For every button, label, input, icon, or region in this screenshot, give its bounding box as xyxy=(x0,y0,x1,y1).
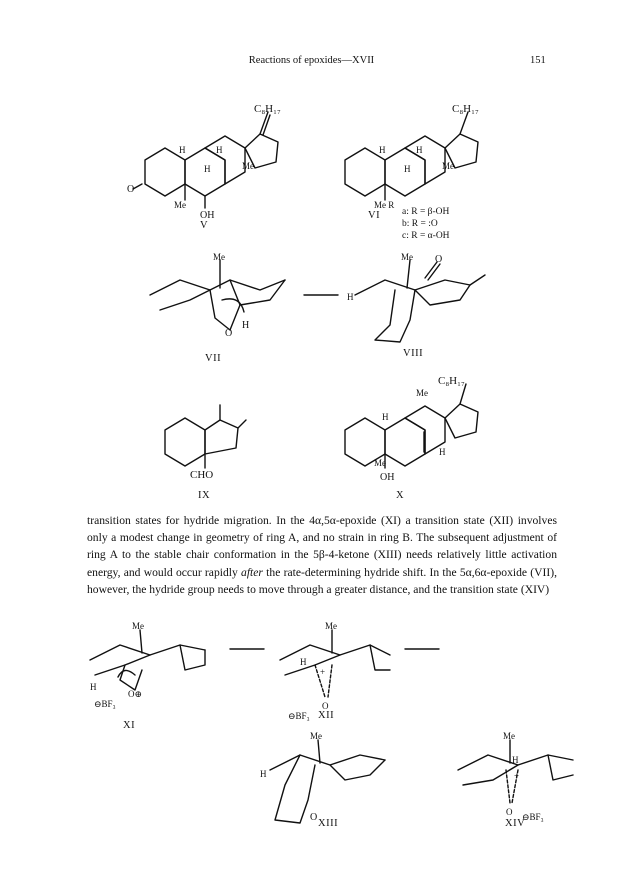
variant-b: b: R = :O xyxy=(402,219,438,229)
svg-text:O: O xyxy=(435,254,443,265)
svg-text:H: H xyxy=(260,769,267,779)
label-x: X xyxy=(396,490,405,501)
svg-text:C₈H₁₇: C₈H₁₇ xyxy=(438,375,465,387)
svg-text:Me: Me xyxy=(310,731,322,741)
label-v: V xyxy=(200,220,209,231)
svg-text:Me: Me xyxy=(174,200,186,210)
svg-text:⊖BF₃: ⊖BF₃ xyxy=(522,812,544,822)
svg-text:Me: Me xyxy=(442,161,454,171)
svg-text:O: O xyxy=(127,184,135,195)
arrow-xi-xii xyxy=(228,644,268,654)
arrow-vii-viii xyxy=(302,290,342,300)
svg-text:H: H xyxy=(379,145,386,155)
svg-text:H: H xyxy=(242,320,250,331)
svg-text:OH: OH xyxy=(200,210,215,221)
svg-text:+: + xyxy=(320,667,326,677)
svg-text:H: H xyxy=(300,657,307,667)
label-viii: VIII xyxy=(403,348,424,359)
structure-xiv xyxy=(448,725,588,830)
svg-text:O: O xyxy=(322,701,329,711)
svg-text:Me: Me xyxy=(132,621,144,631)
svg-text:Me: Me xyxy=(325,621,337,631)
svg-text:H: H xyxy=(404,164,411,174)
structure-x xyxy=(330,370,510,485)
running-title: Reactions of epoxides—XVII xyxy=(248,55,375,66)
arrow-xii-xiii xyxy=(403,644,443,654)
svg-text:Me: Me xyxy=(213,252,225,262)
svg-text:OH: OH xyxy=(380,472,395,483)
variant-a: a: R = β-OH xyxy=(402,207,450,217)
svg-text:C₈H₁₇: C₈H₁₇ xyxy=(452,103,479,115)
structure-viii xyxy=(345,250,495,350)
label-ix: IX xyxy=(198,490,211,501)
svg-text:⊖BF₃: ⊖BF₃ xyxy=(288,711,310,721)
svg-text:H: H xyxy=(204,164,211,174)
structure-vi xyxy=(330,90,510,220)
svg-text:+: + xyxy=(514,771,520,781)
page-number: 151 xyxy=(530,55,546,66)
svg-text:Me: Me xyxy=(503,731,515,741)
label-xi: XI xyxy=(123,720,136,731)
structure-xii xyxy=(270,615,400,725)
svg-text:CHO: CHO xyxy=(190,469,214,481)
structure-xi xyxy=(80,615,220,720)
svg-text:H: H xyxy=(347,292,354,302)
svg-text:Me: Me xyxy=(401,252,413,262)
structure-ix xyxy=(150,400,270,480)
svg-text:Me: Me xyxy=(374,458,386,468)
svg-text:O⊕: O⊕ xyxy=(128,689,143,699)
label-xiv: XIV xyxy=(505,818,526,829)
label-xiii: XIII xyxy=(318,818,339,829)
label-xii: XII xyxy=(318,710,335,721)
variant-c: c: R = α-OH xyxy=(402,231,450,241)
svg-text:H: H xyxy=(216,145,223,155)
structure-v xyxy=(127,90,310,240)
svg-text:H: H xyxy=(90,682,97,692)
side-chain-label: C₈H₁₇ xyxy=(254,103,281,115)
svg-text:O: O xyxy=(310,812,318,823)
svg-text:H: H xyxy=(179,145,186,155)
label-vi: VI xyxy=(368,210,381,221)
svg-text:H: H xyxy=(416,145,423,155)
body-paragraph: transition states for hydride migration. In the 4α,5α-epoxide (XI) a transition state (XII) involves only a modest change in geometry of ring A, and no strain in ring B. The subsequent adjustment of ring A to the stable chair conformation in the 5β-4-ketone (XIII) needs relatively little activation energy, and would occur rapidly after the rate-determining hydride shift. In the 5α,6α-epoxide (VII), however, the hydride group needs to move through a greater distance, and the transition state (XIV) xyxy=(87,514,557,596)
svg-text:Me: Me xyxy=(242,161,254,171)
structure-vii xyxy=(140,250,300,350)
vi-legend xyxy=(402,206,450,242)
svg-text:Me: Me xyxy=(416,388,428,398)
svg-text:O: O xyxy=(225,328,233,339)
label-vii: VII xyxy=(205,353,222,364)
svg-text:⊖BF₃: ⊖BF₃ xyxy=(94,699,116,709)
svg-text:Me R: Me R xyxy=(374,200,395,210)
svg-text:H: H xyxy=(382,412,389,422)
svg-text:O: O xyxy=(506,807,513,817)
svg-text:H: H xyxy=(439,447,446,457)
svg-text:H: H xyxy=(512,755,519,765)
